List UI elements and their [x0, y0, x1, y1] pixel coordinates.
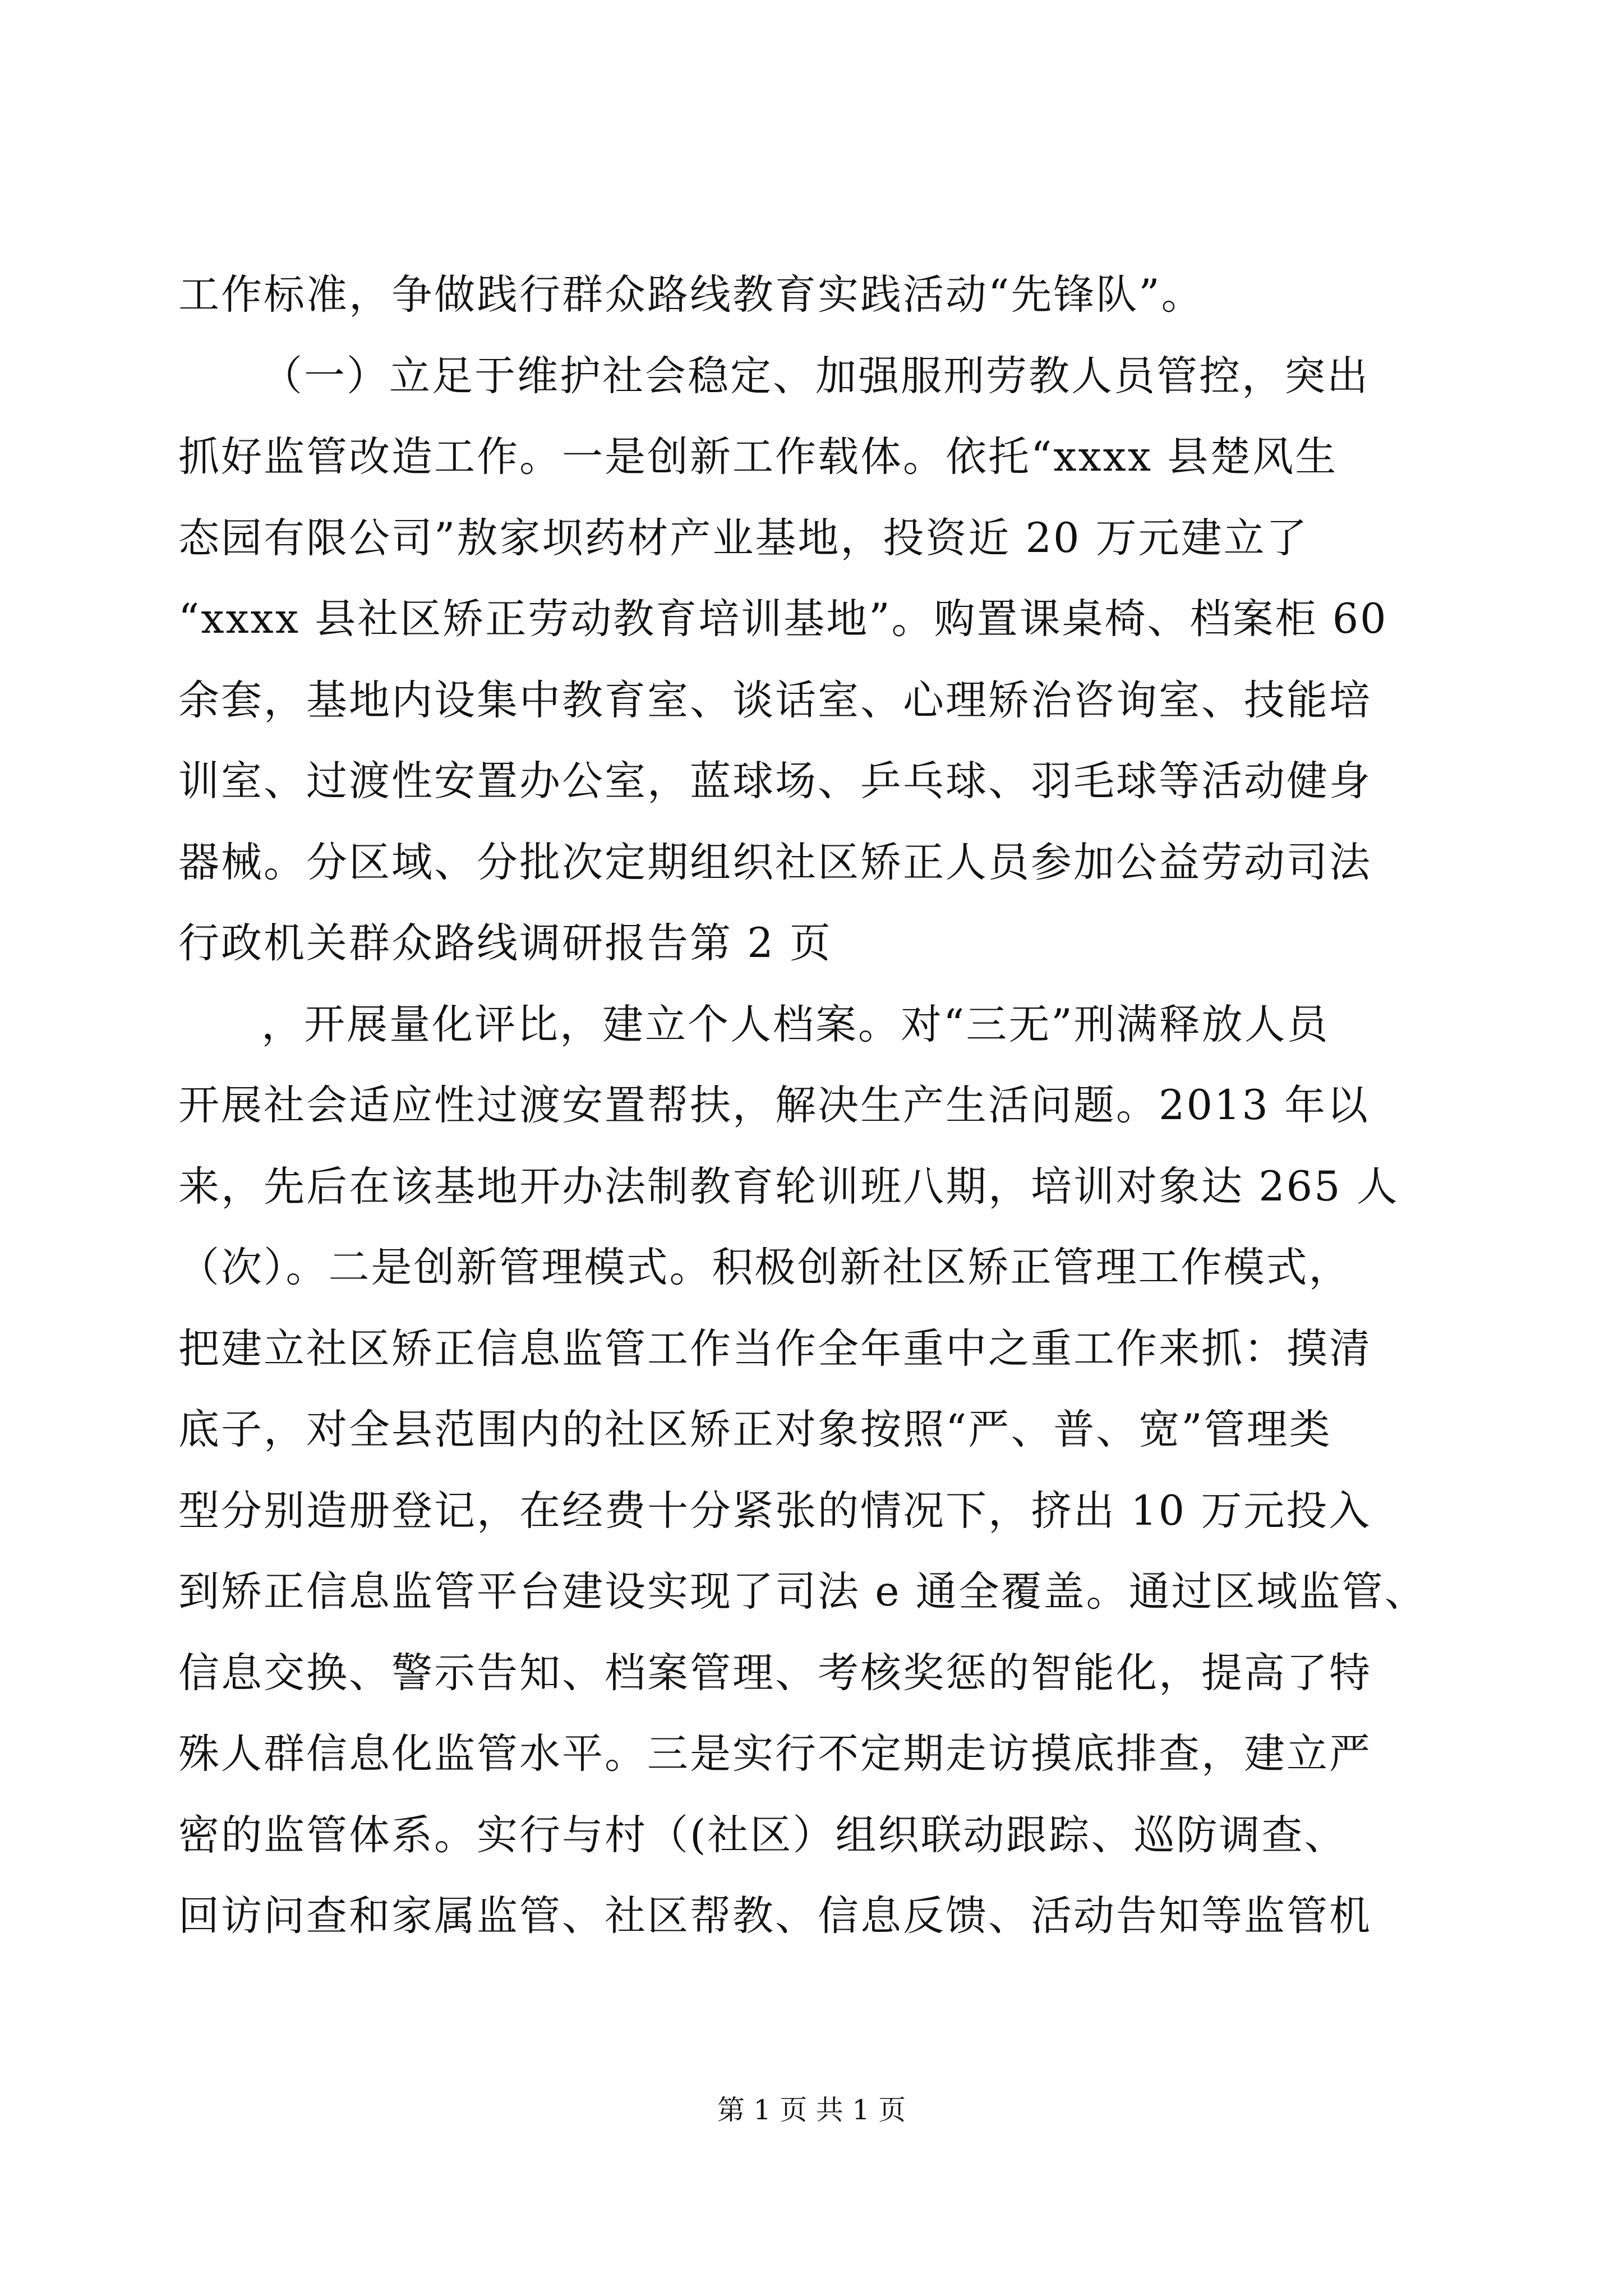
text-line: 器械。分区域、分批次定期组织社区矫正人员参加公益劳动司法 [178, 838, 1372, 886]
document-body [178, 255, 1429, 1957]
text-line: 到矫正信息监管平台建设实现了司法 e 通全覆盖。通过区域监管、 [178, 1568, 1427, 1616]
text-line: 行政机关群众路线调研报告第 2 页 [178, 919, 832, 967]
page-number-footer: 第 1 页 共 1 页 [717, 2094, 906, 2126]
text-line: 底子，对全县范围内的社区矫正对象按照“严、普、宽”管理类 [178, 1406, 1332, 1453]
text-line: 信息交换、警示告知、档案管理、考核奖惩的智能化，提高了特 [178, 1649, 1372, 1697]
text-line: 训室、过渡性安置办公室，蓝球场、乒乓球、羽毛球等活动健身 [178, 757, 1372, 805]
paragraph-start-line: ，开展量化评比，建立个人档案。对“三无”刑满释放人员 [261, 1000, 1330, 1048]
text-line: 来，先后在该基地开办法制教育轮训班八期，培训对象达 265 人 [178, 1162, 1399, 1211]
paragraph-start-line: （一）立足于维护社会稳定、加强服刑劳教人员管控，突出 [261, 352, 1370, 400]
text-line: 型分别造册登记，在经费十分紧张的情况下，挤出 10 万元投入 [178, 1487, 1372, 1535]
text-line: 开展社会适应性过渡安置帮扶，解决生产生活问题。2013 年以 [178, 1082, 1370, 1129]
text-line: 工作标准，争做践行群众路线教育实践活动“先锋队”。 [178, 271, 1204, 319]
text-line: 回访问查和家属监管、社区帮教、信息反馈、活动告知等监管机 [178, 1892, 1372, 1940]
text-line: 密的监管体系。实行与村（(社区）组织联动跟踪、巡防调查、 [178, 1811, 1347, 1859]
text-line: “xxxx 县社区矫正劳动教育培训基地”。购置课桌椅、档案柜 60 [178, 595, 1388, 643]
text-line: 余套，基地内设集中教育室、谈话室、心理矫治咨询室、技能培 [178, 676, 1372, 724]
text-line: （次）。二是创新管理模式。积极创新社区矫正管理工作模式， [178, 1244, 1352, 1291]
text-line: 态园有限公司”敖家坝药材产业基地，投资近 20 万元建立了 [178, 514, 1309, 562]
text-line: 殊人群信息化监管水平。三是实行不定期走访摸底排查，建立严 [178, 1730, 1372, 1778]
text-line: 抓好监管改造工作。一是创新工作载体。依托“xxxx 县楚风生 [178, 433, 1338, 481]
text-line: 把建立社区矫正信息监管工作当作全年重中之重工作来抓：摸清 [178, 1324, 1372, 1373]
